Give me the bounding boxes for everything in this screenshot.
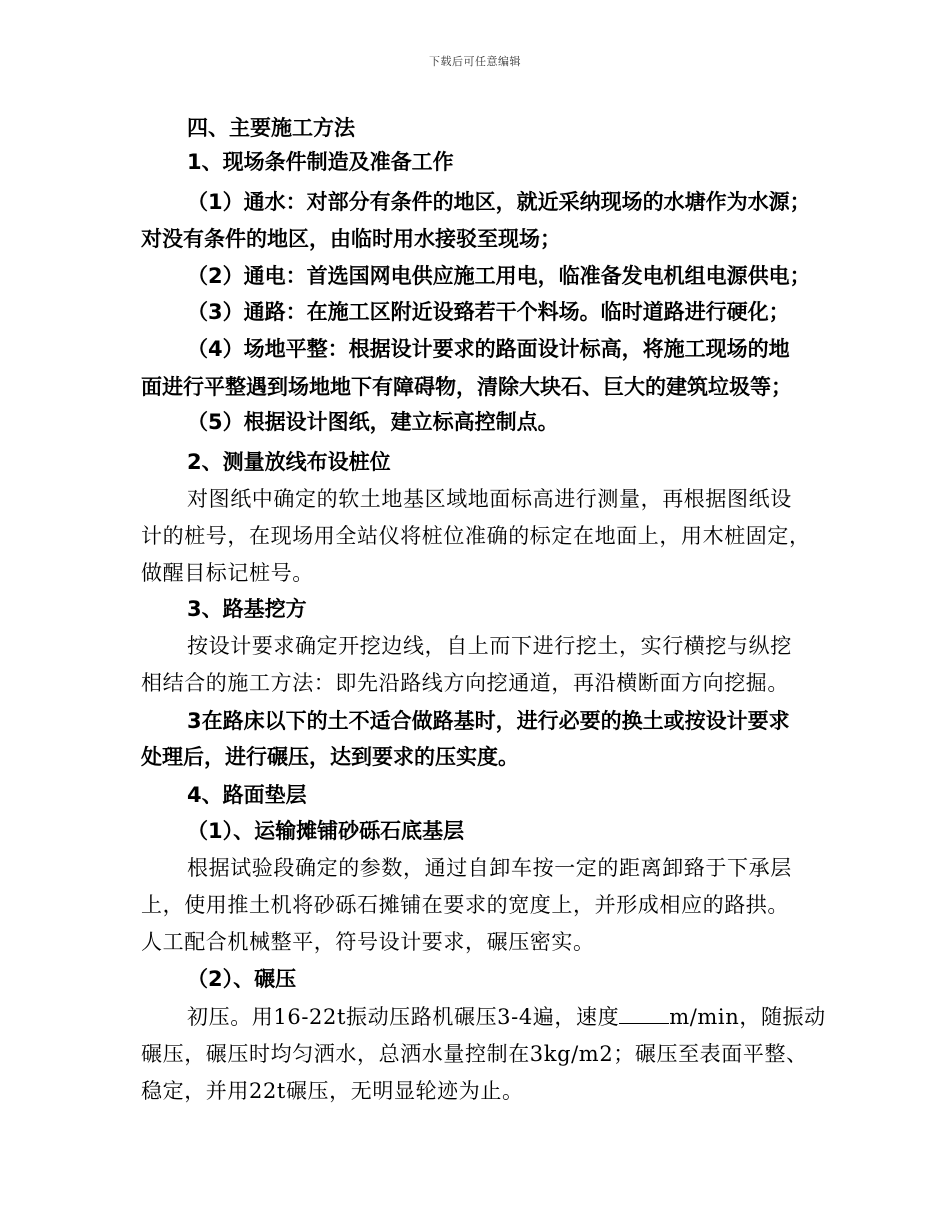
paragraph-line [187, 1004, 826, 1030]
subsection-heading: 2、测量放线布设桩位 [187, 450, 391, 474]
paragraph-line: （2）通电：首选国网电供应施工用电，临准备发电机组电源供电； [187, 264, 811, 288]
paragraph-line: 相结合的施工方法：即先沿路线方向挖通道，再沿横断面方向挖掘。 [141, 671, 789, 695]
subsection-heading: 3、路基挖方 [187, 597, 307, 621]
paragraph-line: 处理后，进行碾压，达到要求的压实度。 [141, 745, 519, 769]
paragraph-line: 3在路床以下的土不适合做路基时，进行必要的换土或按设计要求 [187, 709, 790, 733]
paragraph-line: （1）通水：对部分有条件的地区，就近采纳现场的水塘作为水源； [187, 190, 811, 214]
subsection-heading: 1、现场条件制造及准备工作 [187, 150, 454, 174]
paragraph-line: 根据试验段确定的参数，通过自卸车按一定的距离卸臵于下承层 [187, 856, 792, 880]
paragraph-line: 碾压，碾压时均匀洒水，总洒水量控制在3kg/m2；碾压至表面平整、 [141, 1042, 808, 1066]
paragraph-line: 对图纸中确定的软土地基区域地面标高进行测量，再根据图纸设 [187, 487, 792, 511]
paragraph-line: （3）通路：在施工区附近设臵若干个料场。临时道路进行硬化； [187, 300, 790, 324]
paragraph-text: m/min，随振动 [669, 1005, 826, 1029]
paragraph-line: 对没有条件的地区，由临时用水接驳至现场； [141, 227, 561, 251]
paragraph-line: 面进行平整遇到场地地下有障碍物，清除大块石、巨大的建筑垃圾等； [141, 375, 792, 399]
subsection-heading: （1）、运输摊铺砂砾石底基层 [187, 819, 465, 843]
paragraph-line: 按设计要求确定开挖边线，自上而下进行挖土，实行横挖与纵挖 [187, 634, 792, 658]
paragraph-text: 初压。用16-22t振动压路机碾压3-4遍，速度 [187, 1005, 620, 1029]
section-heading: 四、主要施工方法 [187, 116, 355, 140]
paragraph-line: 人工配合机械整平，符号设计要求，碾压密实。 [141, 930, 595, 954]
page-header: 下载后可任意编辑 [429, 55, 521, 68]
paragraph-line: （5）根据设计图纸，建立标高控制点。 [187, 410, 559, 434]
paragraph-line: 上，使用推土机将砂砾石摊铺在要求的宽度上，并形成相应的路拱。 [141, 893, 789, 917]
subsection-heading: 4、路面垫层 [187, 783, 307, 807]
paragraph-line: 计的桩号，在现场用全站仪将桩位准确的标定在地面上，用木桩固定， [141, 524, 811, 548]
subsection-heading: （2）、碾压 [187, 967, 297, 991]
paragraph-line: 稳定，并用22t碾压，无明显轮迹为止。 [141, 1079, 524, 1103]
paragraph-line: 做醒目标记桩号。 [141, 561, 314, 585]
fill-blank [619, 1005, 669, 1024]
paragraph-line: （4）场地平整：根据设计要求的路面设计标高，将施工现场的地 [187, 337, 790, 361]
